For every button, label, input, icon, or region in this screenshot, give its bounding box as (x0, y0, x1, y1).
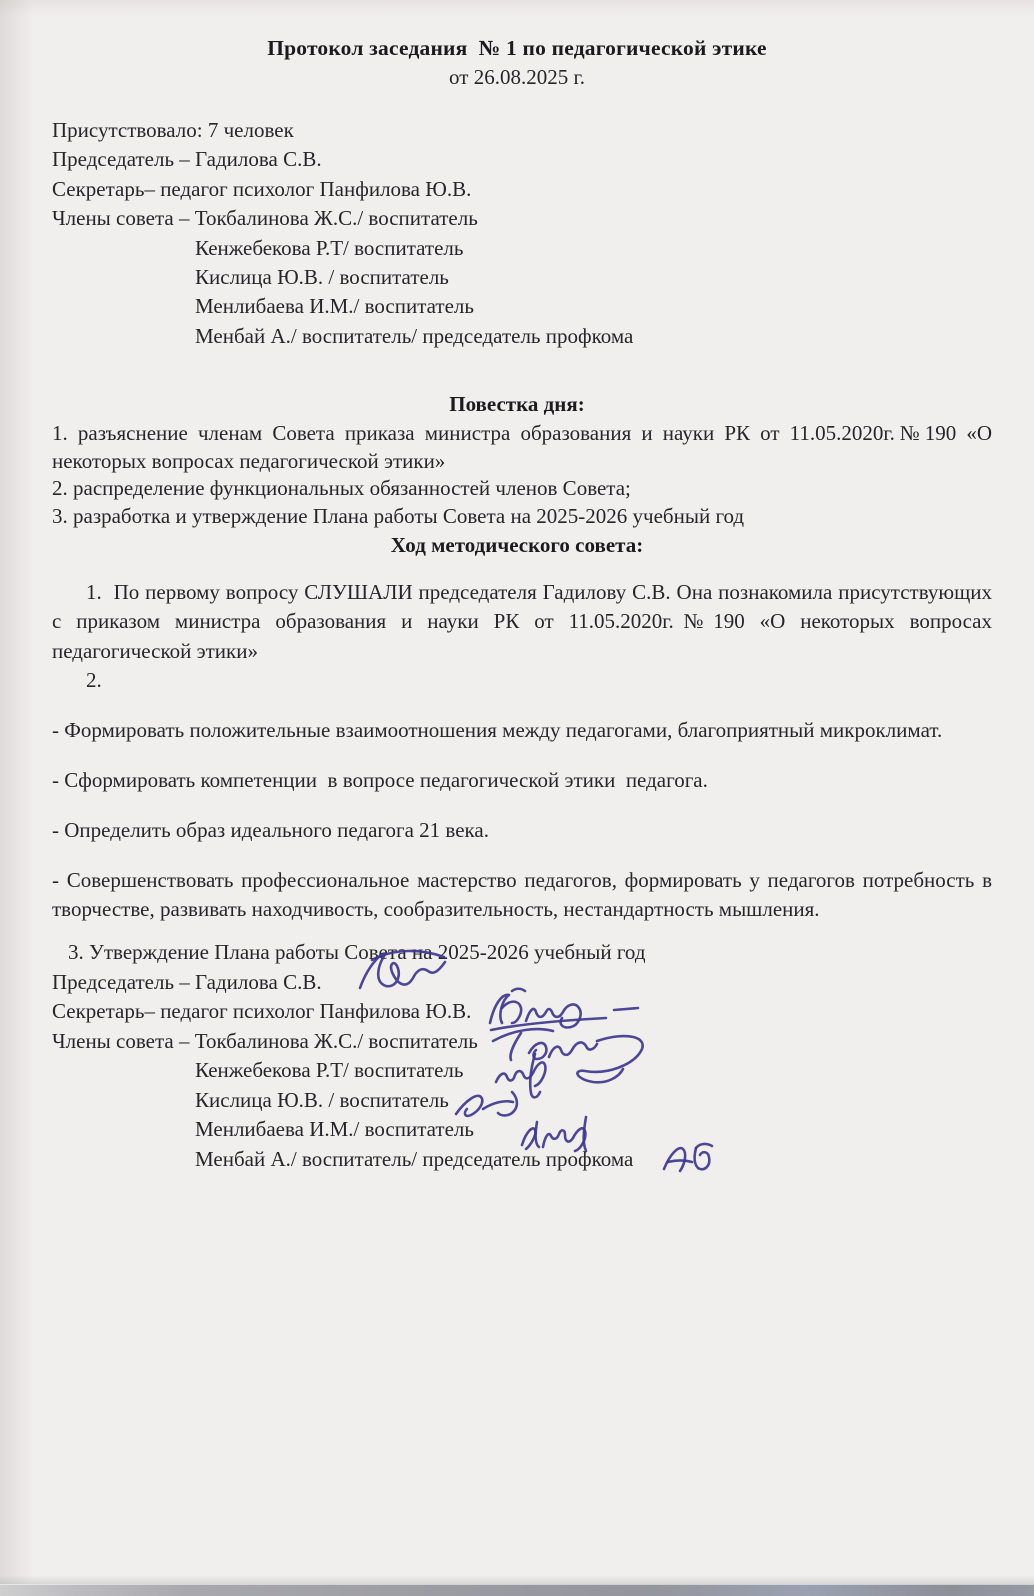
member-line: Кислица Ю.В. / воспитатель (195, 265, 449, 290)
member-label: Кенжебекова Р.Т/ воспитатель (195, 1058, 464, 1083)
member-label: Кислица Ю.В. / воспитатель (195, 1087, 449, 1112)
chairman-line: Председатель – Гадилова С.В. (52, 147, 322, 172)
member-label: Менлибаева И.М./ воспитатель (195, 1117, 474, 1142)
document-title: Протокол заседания № 1 по педагогической этике (267, 36, 767, 60)
member-label: Менбай А./ воспитатель/ председатель профкома (195, 1146, 634, 1171)
present-count-line: Присутствовало: 7 человек (52, 118, 294, 142)
agenda-item: 1. разъяснение членам Совета приказа министра образования и науки РК от 11.05.2020г.№190 «О некоторых вопросах педагогической этики» (52, 421, 992, 473)
agenda-heading: Повестка дня: (449, 392, 585, 417)
goal-line: - Совершенствовать профессиональное мастерство педагогов, формировать у педагогов потребность в творчестве, развивать находчивость, сообразительность, нестандартность мышления. (52, 868, 992, 922)
chairman-signature-row (52, 968, 990, 998)
members-lead-signature-row (52, 1027, 990, 1057)
member-signature-row (52, 1115, 990, 1145)
attendance-section (52, 116, 990, 351)
agenda-list (52, 420, 992, 530)
member-line: Кенжебекова Р.Т/ воспитатель (195, 235, 464, 260)
scan-table-edge (0, 1584, 1034, 1596)
signature-section (52, 968, 990, 1175)
agenda-item: 2. распределение функциональных обязанностей членов Совета; (52, 476, 631, 501)
goal-line: - Определить образ идеального педагога 21 века. (52, 818, 489, 843)
document-date: от 26.08.2025 г. (449, 65, 585, 89)
member-signature-row (52, 1086, 990, 1116)
member-signature-row (52, 1145, 990, 1175)
document-header (0, 0, 1034, 91)
paper-left-shadow (0, 0, 34, 1596)
third-question-line: 3. Утверждение Плана работы Совета на 2025-2026 учебный год (68, 940, 646, 965)
goal-line: - Сформировать компетенции в вопросе педагогической этики педагога. (52, 768, 708, 793)
agenda-item: 3. разработка и утверждение Плана работы Совета на 2025-2026 учебный год (52, 504, 745, 529)
members-lead-label: Члены совета – Токбалинова Ж.С./ воспитатель (52, 1028, 478, 1053)
chairman-label: Председатель – Гадилова С.В. (52, 969, 322, 994)
secretary-label: Секретарь– педагог психолог Панфилова Ю.В. (52, 999, 472, 1024)
secretary-signature-row (52, 997, 990, 1027)
first-question-paragraph: 1. По первому вопросу СЛУШАЛИ председателя Гадилову С.В. Она познакомила присутствующих с приказом министра образования и науки РК от 11.05.2020г.№190 «О некоторых вопросах педагогической этики» (52, 579, 992, 663)
second-question-number: 2. (86, 668, 102, 693)
scan-bottom-shadow (0, 1575, 1034, 1585)
secretary-line: Секретарь– педагог психолог Панфилова Ю.В. (52, 176, 472, 201)
members-lead-line: Члены совета – Токбалинова Ж.С./ воспитатель (52, 206, 478, 231)
member-signature-row (52, 1056, 990, 1086)
member-line: Менбай А./ воспитатель/ председатель профкома (195, 323, 634, 348)
goal-line: - Формировать положительные взаимоотношения между педагогами, благоприятный микроклимат. (52, 718, 943, 743)
member-line: Менлибаева И.М./ воспитатель (195, 294, 474, 319)
proceedings-body (52, 578, 992, 925)
proceedings-heading: Ход методического совета: (390, 532, 644, 557)
